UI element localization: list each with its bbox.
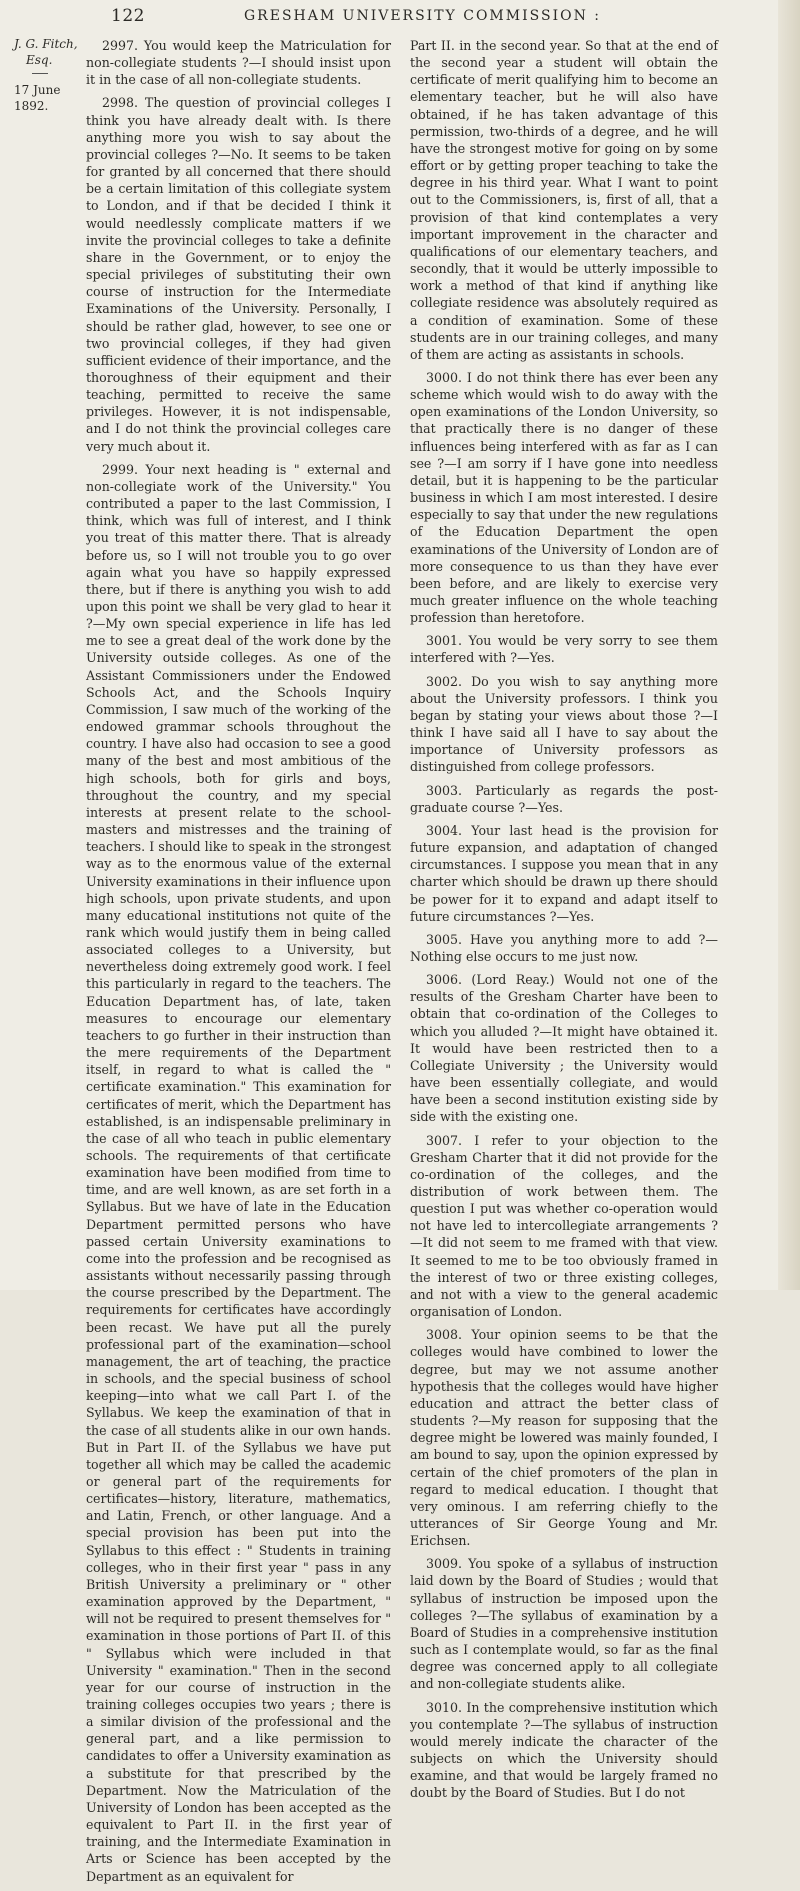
page-edge <box>778 0 800 1290</box>
testimony-paragraph: 3007. I refer to your objection to the Gresham Charter that it did not provide for the co-ordination of the colleges, and the distribution of work between them. The question I put was whether co-operation would not have led to intercollegiate arrangements ?—It did not seem to me framed with that view. It seemed to me to be too obviously framed in the interest of two or three existing colleges, and not with a view to the general academic organisation of London. <box>410 1132 718 1320</box>
testimony-paragraph: 3009. You spoke of a syllabus of instruction laid down by the Board of Studies ; would that syllabus of instruction be imposed upon the colleges ?—The syllabus of examination by a Board of Studies in a comprehensive institution such as I contemplate would, so far as the final degree was concerned apply to all collegiate and non-collegiate students alike. <box>410 1556 718 1692</box>
testimony-paragraph: Part II. in the second year. So that at the end of the second year a student will obtain the certificate of merit qualifying him to become an elementary teacher, but he will also have obtained, if he has taken advantage of this permission, two-thirds of a degree, and he will have the strongest motive for going on by some effort or by getting proper teaching to take the degree in his third year. What I want to point out to the Commissioners, is, first of all, that a provision of that kind contemplates a very important improvement in the character and qualifications of our elementary teachers, and secondly, that it would be utterly impossible to work a method of that kind if anything like collegiate residence was absolutely required as a condition of examination. Some of these students are in our training colleges, and many of them are acting as assistants in schools. <box>410 38 718 362</box>
margin-note <box>14 36 80 114</box>
testimony-paragraph: 3002. Do you wish to say anything more about the University professors. I think you began by stating your views about those ?—I think I have said all I have to say about the importance of University professors as distinguished from college professors. <box>410 673 718 775</box>
witness-suffix: Esq. <box>26 53 53 67</box>
witness-name: J. G. Fitch, <box>14 37 78 51</box>
testimony-date: 17 June 1892. <box>14 83 61 113</box>
page-number: 122 <box>111 6 145 26</box>
testimony-paragraph: 3008. Your opinion seems to be that the colleges would have combined to lower the degree, but may we not assume another hypothesis that the colleges would have higher education and attract the better class of students ?—My reason for supposing that the degree might be lowered was mainly founded, I am bound to say, upon the opinion expressed by certain of the chief promoters of the plan in regard to medical education. I thought that very ominous. I am referring chiefly to the utterances of Sir George Young and Mr. Erichsen. <box>410 1327 718 1549</box>
testimony-paragraph: 2999. Your next heading is " external and non-collegiate work of the University." You contributed a paper to the last Commission, I think, which was full of interest, and I think you treat of this matter there. That is already before us, so I will not trouble you to go over again what you have so happily expressed there, but if there is anything you wish to add upon this point we shall be very glad to hear it ?—My own special experience in life has led me to see a great deal of the work done by the University outside colleges. As one of the Assistant Commissioners under the Endowed Schools Act, and the Schools Inquiry Commission, I saw much of the working of the endowed grammar schools throughout the country. I have also had occasion to see a good many of the best and most ambitious of the high schools, both for girls and boys, throughout the country, and my special interests at present relate to the school-masters and mistresses and the training of teachers. I should like to speak in the strongest way as to the enormous value of the external University examinations in their influence upon high schools, upon private students, and upon many educational institutions not quite of the rank which would justify them in being called associated colleges to a University, but nevertheless doing extremely good work. I feel this particularly in regard to the teachers. The Education Department has, of late, taken measures to encourage our elementary teachers to go further in their instruction than the mere requirements of the Department itself, in regard to what is called the " certificate examination." This examination for certificates of merit, which the Department has established, is an indispensable preliminary in the case of all who teach in public elementary schools. The requirements of that certificate examination have been modified from time to time, and are well known, as are set forth in a Syllabus. But we have of late in the Education Department permitted persons who have passed certain University examinations to come into the profession and be recognised as assistants without necessarily passing through the course prescribed by the Department. The requirements for certificates have accordingly been recast. We have put all the purely professional part of the examination—school management, the art of teaching, the practice in schools, and the special business of school keeping—into what we call Part I. of the Syllabus. We keep the examination of that in the case of all students alike in our own hands. But in Part II. of the Syllabus we have put together all which may be called the academic or general part of the requirements for certificates—history, literature, mathematics, and Latin, French, or other language. And a special provision has been put into the Syllabus to this effect : " Students in training colleges, who in their first year " pass in any British University a preliminary or " other examination approved by the Department, " will not be required to present themselves for " examination in those portions of Part II. of this " Syllabus which were included in that University " examination." Then in the second year for our course of instruction in the training colleges occupies two years ; there is a similar division of the professional and the general part, and a like permission to candidates to offer a University examination as a substitute for that prescribed by the Department. Now the Matriculation of the University of London has been accepted as the equivalent to Part II. in the first year of training, and the Intermediate Examination in Arts or Science has been accepted by the Department as an equivalent for <box>86 461 391 1884</box>
testimony-paragraph: 3001. You would be very sorry to see them interfered with ?—Yes. <box>410 633 718 666</box>
testimony-paragraph: 3006. (Lord Reay.) Would not one of the results of the Gresham Charter have been to obtain that co-ordination of the Colleges to which you alluded ?—It might have obtained it. It would have been restricted then to a Collegiate University ; the University would have been essentially collegiate, and would have been a second institution existing side by side with the existing one. <box>410 972 718 1125</box>
testimony-paragraph: 3010. In the comprehensive institution which you contemplate ?—The syllabus of instruction would merely indicate the character of the subjects on which the University should examine, and that would be largely framed no doubt by the Board of Studies. But I do not <box>410 1699 718 1801</box>
page-header <box>0 6 800 28</box>
testimony-paragraph: 3000. I do not think there has ever been any scheme which would wish to do away with the open examinations of the London University, so that practically there is no danger of these influences being interfered with as far as I can see ?—I am sorry if I have gone into needless detail, but it is happening to be the particular business in which I am most interested. I desire especially to say that under the new regulations of the Education Department the open examinations of the University of London are of more consequence to us than they have ever been before, and are likely to exercise very much greater influence on the whole teaching profession than heretofore. <box>410 369 718 626</box>
testimony-paragraph: 3004. Your last head is the provision for future expansion, and adaptation of changed circumstances. I suppose you mean that in any charter which should be drawn up there should be power for it to expand and adapt itself to future circumstances ?—Yes. <box>410 822 718 924</box>
running-title: GRESHAM UNIVERSITY COMMISSION : <box>244 8 601 24</box>
testimony-paragraph: 3003. Particularly as regards the post-graduate course ?—Yes. <box>410 782 718 815</box>
testimony-paragraph: 2998. The question of provincial colleges I think you have already dealt with. Is there anything more you wish to say about the provincial colleges ?—No. It seems to be taken for granted by all concerned that there should be a certain limitation of this collegiate system to London, and if that be decided I think it would needlessly complicate matters if we invite the provincial colleges to take a definite share in the Government, or to enjoy the special privileges of substituting their own course of instruction for the Intermediate Examinations of the University. Personally, I should be rather glad, however, to see one or two provincial colleges, if they had given sufficient evidence of their importance, and the thoroughness of their equipment and their teaching, permitted to receive the same privileges. However, it is not indispensable, and I do not think the provincial colleges care very much about it. <box>86 95 391 454</box>
testimony-paragraph: 3005. Have you anything more to add ?—Nothing else occurs to me just now. <box>410 931 718 964</box>
margin-rule <box>32 73 48 74</box>
left-column <box>86 37 391 1891</box>
right-column <box>410 37 718 1807</box>
testimony-paragraph: 2997. You would keep the Matriculation for non-collegiate students ?—I should insist upon it in the case of all non-collegiate students. <box>86 38 391 88</box>
